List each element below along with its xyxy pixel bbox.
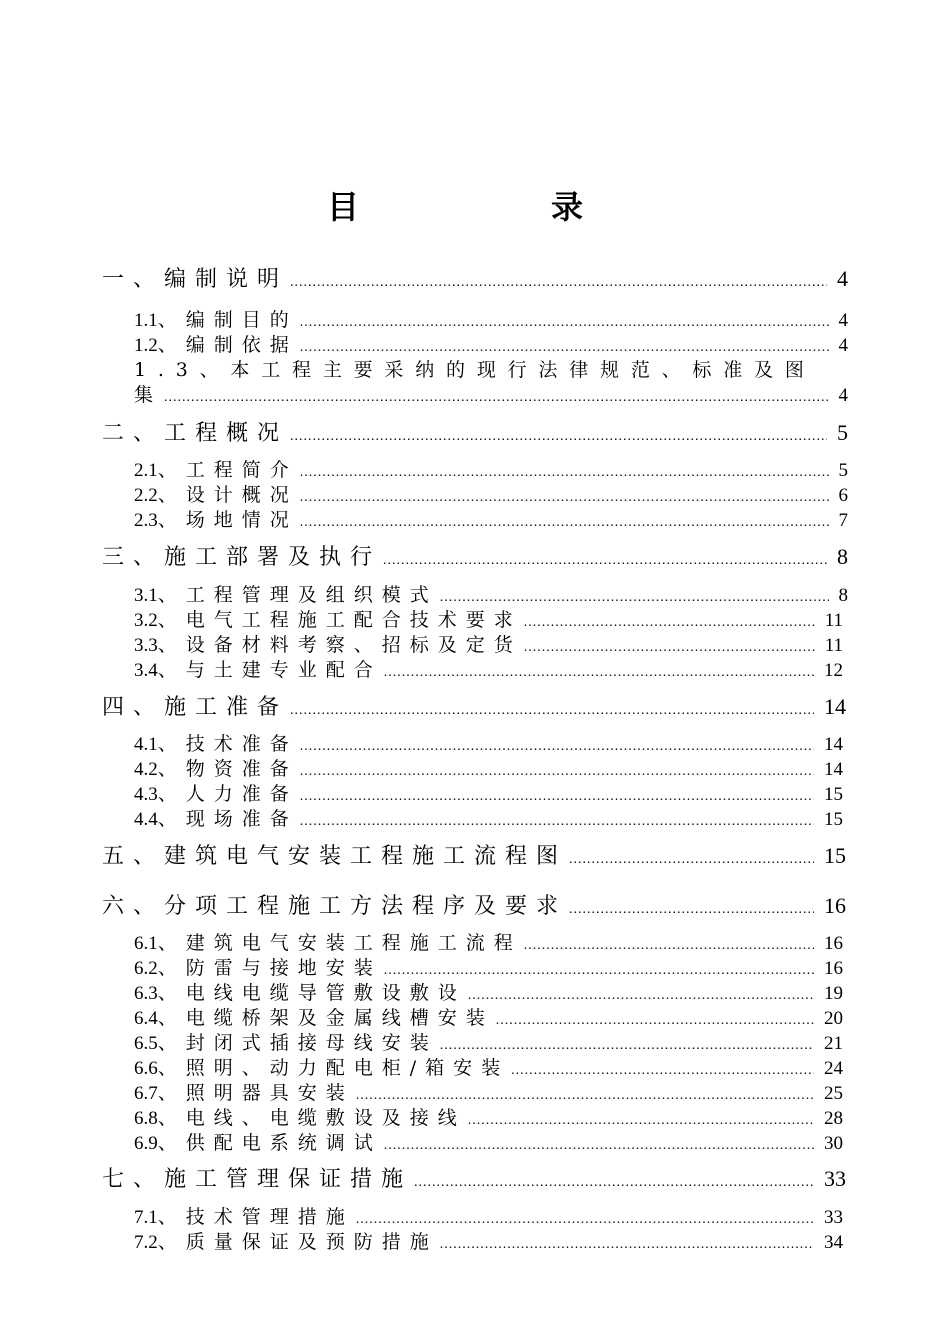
toc-chapter[interactable] bbox=[102, 1162, 846, 1193]
entry-title: 、工程管理及组织模式 bbox=[157, 584, 438, 606]
section-number: 7.2 bbox=[134, 1232, 158, 1253]
dot-leader bbox=[384, 1138, 814, 1154]
toc-section[interactable] bbox=[134, 1053, 843, 1080]
dot-leader bbox=[440, 1038, 814, 1054]
dot-leader bbox=[524, 615, 815, 631]
page-number: 33 bbox=[824, 1166, 846, 1191]
entry-title: 五、建筑电气安装工程施工流程图 bbox=[102, 844, 568, 869]
dot-leader bbox=[300, 764, 814, 780]
page-number: 14 bbox=[824, 759, 843, 780]
entry-title: 、现场准备 bbox=[157, 808, 298, 830]
entry-title: 、建筑电气安装工程施工流程 bbox=[157, 932, 522, 954]
dot-leader bbox=[569, 902, 814, 918]
page-number: 12 bbox=[824, 660, 843, 681]
section-number: 1.3 bbox=[134, 359, 200, 381]
page-number: 25 bbox=[824, 1083, 843, 1104]
dot-leader bbox=[440, 590, 829, 606]
toc-section[interactable] bbox=[134, 754, 843, 781]
dot-leader bbox=[468, 1113, 814, 1129]
section-number: 6.5 bbox=[134, 1033, 158, 1054]
toc-chapter[interactable] bbox=[102, 889, 846, 920]
section-number: 6.1 bbox=[134, 933, 158, 954]
toc-chapter[interactable] bbox=[102, 416, 848, 447]
toc-chapter[interactable] bbox=[102, 540, 848, 571]
section-number: 1.1 bbox=[134, 310, 158, 331]
page-number: 5 bbox=[837, 420, 848, 445]
toc-section[interactable] bbox=[134, 1202, 843, 1229]
entry-title: 、电线、电缆敷设及接线 bbox=[157, 1107, 466, 1129]
section-number: 6.4 bbox=[134, 1008, 158, 1029]
section-number: 1.2 bbox=[134, 335, 158, 356]
entry-title: 、电缆桥架及金属线槽安装 bbox=[157, 1007, 494, 1029]
section-number: 6.6 bbox=[134, 1058, 158, 1079]
page-number: 4 bbox=[837, 266, 848, 291]
dot-leader bbox=[300, 814, 814, 830]
toc-section[interactable] bbox=[134, 1227, 843, 1254]
dot-leader bbox=[440, 1237, 814, 1253]
dot-leader bbox=[511, 1063, 814, 1079]
dot-leader bbox=[300, 340, 829, 356]
page-number: 5 bbox=[838, 460, 848, 481]
toc-section[interactable] bbox=[134, 804, 843, 831]
dot-leader bbox=[300, 515, 829, 531]
section-number: 7.1 bbox=[134, 1207, 158, 1228]
dot-leader bbox=[290, 703, 814, 719]
toc-section[interactable] bbox=[134, 455, 848, 482]
entry-title: 、物资准备 bbox=[157, 758, 298, 780]
page-number: 34 bbox=[824, 1232, 843, 1253]
toc-section[interactable] bbox=[134, 729, 843, 756]
page-number: 19 bbox=[824, 983, 843, 1004]
entry-title: 四、施工准备 bbox=[102, 695, 289, 720]
entry-title: 、电线电缆导管敷设敷设 bbox=[157, 982, 466, 1004]
section-number: 4.2 bbox=[134, 759, 158, 780]
dot-leader bbox=[414, 1175, 814, 1191]
entry-title: 、与土建专业配合 bbox=[157, 659, 382, 681]
page-number: 14 bbox=[824, 734, 843, 755]
page-number: 16 bbox=[824, 958, 843, 979]
entry-title: 、供配电系统调试 bbox=[157, 1132, 382, 1154]
entry-title: 一、编制说明 bbox=[102, 267, 289, 292]
toc-section[interactable] bbox=[134, 580, 848, 607]
toc-section[interactable] bbox=[134, 380, 848, 407]
page-number: 14 bbox=[824, 694, 846, 719]
section-number: 4.4 bbox=[134, 809, 158, 830]
dot-leader bbox=[300, 315, 829, 331]
section-number: 6.3 bbox=[134, 983, 158, 1004]
section-number: 2.1 bbox=[134, 460, 158, 481]
dot-leader bbox=[524, 938, 814, 954]
entry-title: 七、施工管理保证措施 bbox=[102, 1167, 413, 1192]
dot-leader bbox=[290, 275, 827, 291]
dot-leader bbox=[384, 963, 814, 979]
entry-title-line bbox=[134, 355, 816, 382]
page-number: 20 bbox=[824, 1008, 843, 1029]
dot-leader bbox=[384, 665, 814, 681]
entry-title: 、照明、动力配电柜/箱安装 bbox=[157, 1057, 510, 1079]
entry-title: 、设计概况 bbox=[157, 484, 298, 506]
toc-section[interactable] bbox=[134, 928, 843, 955]
page-number: 4 bbox=[838, 385, 848, 406]
toc-section[interactable] bbox=[134, 505, 848, 532]
entry-title: 二、工程概况 bbox=[102, 421, 289, 446]
page-number: 15 bbox=[824, 809, 843, 830]
dot-leader bbox=[290, 429, 827, 445]
entry-title: 、编制目的 bbox=[157, 309, 298, 331]
entry-title: 六、分项工程施工方法程序及要求 bbox=[102, 894, 568, 919]
toc-section[interactable] bbox=[134, 305, 848, 332]
section-number: 3.3 bbox=[134, 635, 158, 656]
section-number: 3.1 bbox=[134, 585, 158, 606]
section-number: 6.7 bbox=[134, 1083, 158, 1104]
page-number: 21 bbox=[824, 1033, 843, 1054]
entry-title: 、质量保证及预防措施 bbox=[157, 1231, 438, 1253]
page-number: 6 bbox=[838, 485, 848, 506]
page-number: 15 bbox=[824, 843, 846, 868]
entry-title: 、技术准备 bbox=[157, 733, 298, 755]
dot-leader bbox=[300, 739, 814, 755]
toc-section[interactable] bbox=[134, 480, 848, 507]
section-number: 3.2 bbox=[134, 610, 158, 631]
section-number: 3.4 bbox=[134, 660, 158, 681]
dot-leader bbox=[468, 988, 814, 1004]
page-title: 目 录 bbox=[326, 188, 663, 226]
dot-leader bbox=[164, 390, 828, 406]
section-number: 6.9 bbox=[134, 1133, 158, 1154]
page-number: 30 bbox=[824, 1133, 843, 1154]
page-number: 8 bbox=[838, 585, 848, 606]
toc-section[interactable] bbox=[134, 779, 843, 806]
page-number: 4 bbox=[838, 310, 848, 331]
entry-title: 、编制依据 bbox=[157, 334, 298, 356]
entry-title: 、防雷与接地安装 bbox=[157, 957, 382, 979]
page-number: 15 bbox=[824, 784, 843, 805]
page-number: 7 bbox=[838, 510, 848, 531]
entry-title: 三、施工部署及执行 bbox=[102, 545, 382, 570]
entry-title: 、技术管理措施 bbox=[157, 1206, 354, 1228]
entry-title: 、设备材料考察、招标及定货 bbox=[157, 634, 522, 656]
section-number: 6.2 bbox=[134, 958, 158, 979]
section-number: 6.8 bbox=[134, 1108, 158, 1129]
toc-section[interactable] bbox=[134, 1078, 843, 1105]
dot-leader bbox=[496, 1013, 814, 1029]
page-number: 28 bbox=[824, 1108, 843, 1129]
entry-title: 、电气工程施工配合技术要求 bbox=[157, 609, 522, 631]
page-number: 16 bbox=[824, 933, 843, 954]
toc-chapter[interactable] bbox=[102, 690, 846, 721]
toc-section[interactable] bbox=[134, 978, 843, 1005]
page-number: 33 bbox=[824, 1207, 843, 1228]
page-number: 8 bbox=[837, 544, 848, 569]
dot-leader bbox=[524, 640, 815, 656]
toc-section[interactable] bbox=[134, 655, 843, 682]
entry-title: 、工程简介 bbox=[157, 459, 298, 481]
section-number: 2.3 bbox=[134, 510, 158, 531]
dot-leader bbox=[383, 553, 827, 569]
toc-section[interactable] bbox=[134, 1128, 843, 1155]
toc-section[interactable] bbox=[134, 605, 843, 632]
entry-title: 、人力准备 bbox=[157, 783, 298, 805]
entry-title: 、本工程主要采纳的现行法律规范、标准及图 bbox=[199, 359, 816, 381]
dot-leader bbox=[300, 490, 829, 506]
page-number: 4 bbox=[838, 335, 848, 356]
toc-chapter[interactable] bbox=[102, 262, 848, 293]
toc-section[interactable] bbox=[134, 1003, 843, 1030]
page-number: 11 bbox=[824, 635, 843, 656]
dot-leader bbox=[300, 465, 829, 481]
section-number: 2.2 bbox=[134, 485, 158, 506]
page-number: 24 bbox=[824, 1058, 843, 1079]
page-number: 16 bbox=[824, 893, 846, 918]
toc-chapter[interactable] bbox=[102, 839, 846, 870]
section-number: 4.3 bbox=[134, 784, 158, 805]
entry-title: 、封闭式插接母线安装 bbox=[157, 1032, 438, 1054]
toc-section[interactable] bbox=[134, 1103, 843, 1130]
entry-title: 、场地情况 bbox=[157, 509, 298, 531]
entry-title-continued: 集 bbox=[134, 384, 163, 406]
section-number: 4.1 bbox=[134, 734, 158, 755]
dot-leader bbox=[356, 1088, 814, 1104]
toc-section[interactable] bbox=[134, 630, 843, 657]
dot-leader bbox=[356, 1212, 814, 1228]
dot-leader bbox=[300, 789, 814, 805]
dot-leader bbox=[569, 852, 814, 868]
toc-section[interactable] bbox=[134, 953, 843, 980]
toc-section[interactable] bbox=[134, 330, 848, 357]
page-number: 11 bbox=[824, 610, 843, 631]
toc-section[interactable] bbox=[134, 1028, 843, 1055]
entry-title: 、照明器具安装 bbox=[157, 1082, 354, 1104]
